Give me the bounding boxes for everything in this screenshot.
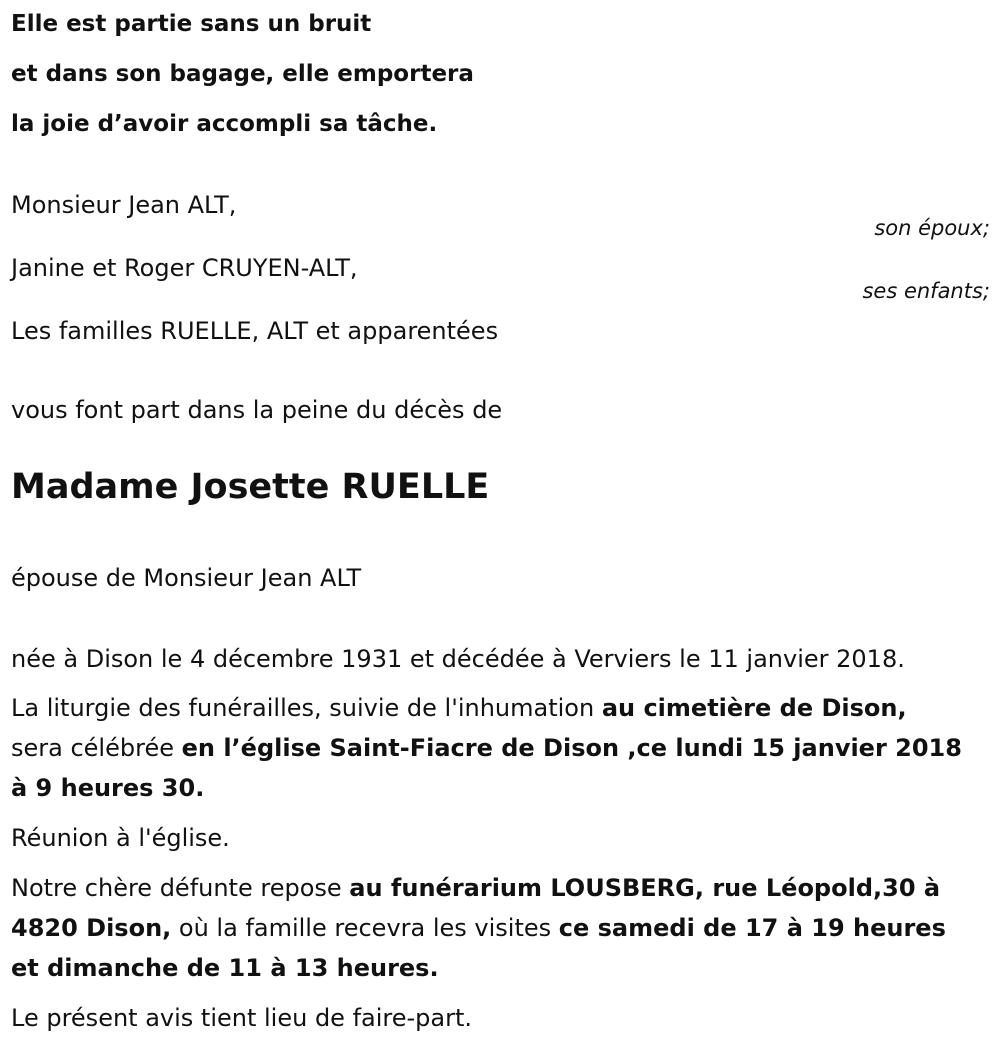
visitation-line-1-normal: Notre chère défunte repose (11, 874, 350, 902)
visitation-line-2-normal: où la famille recevra les visites (171, 914, 559, 942)
announcement-intro: vous font part dans la peine du décès de (11, 396, 503, 424)
funeral-line-2 (11, 736, 962, 760)
closing-line: Le présent avis tient lieu de faire-part. (11, 1004, 473, 1032)
spouse-name: Monsieur Jean ALT, (11, 191, 237, 219)
poem-line-2: et dans son bagage, elle emportera (11, 61, 474, 87)
funeral-line-2-bold: en l’église Saint-Fiacre de Dison ,ce lundi 15 janvier 2018 (181, 734, 962, 762)
spouse-relation: son époux; (874, 216, 990, 240)
poem-line-3: la joie d’avoir accompli sa tâche. (11, 111, 438, 137)
families-line: Les familles RUELLE, ALT et apparentées (11, 317, 499, 345)
poem-line-1: Elle est partie sans un bruit (11, 11, 372, 37)
spouse-line: épouse de Monsieur Jean ALT (11, 564, 362, 592)
funeral-line-1-bold: au cimetière de Dison, (601, 694, 907, 722)
gathering-line: Réunion à l'église. (11, 824, 230, 852)
visitation-line-3: et dimanche de 11 à 13 heures. (11, 954, 439, 982)
deceased-name: Madame Josette RUELLE (11, 467, 490, 507)
children-relation: ses enfants; (862, 279, 990, 303)
funeral-line-3: à 9 heures 30. (11, 774, 205, 802)
children-names: Janine et Roger CRUYEN-ALT, (11, 254, 358, 282)
visitation-line-1 (11, 876, 940, 900)
visitation-line-2-bold: 4820 Dison, (11, 914, 172, 942)
visitation-line-2 (11, 916, 946, 940)
funeral-line-1-normal: La liturgie des funérailles, suivie de l'inhumation (11, 694, 602, 722)
funeral-line-2-normal: sera célébrée (11, 734, 182, 762)
birth-death-line: née à Dison le 4 décembre 1931 et décédée à Verviers le 11 janvier 2018. (11, 645, 905, 673)
funeral-line-1 (11, 696, 907, 720)
visitation-line-1-bold: au funérarium LOUSBERG, rue Léopold,30 à (349, 874, 941, 902)
visitation-line-2-bold-end: ce samedi de 17 à 19 heures (558, 914, 946, 942)
